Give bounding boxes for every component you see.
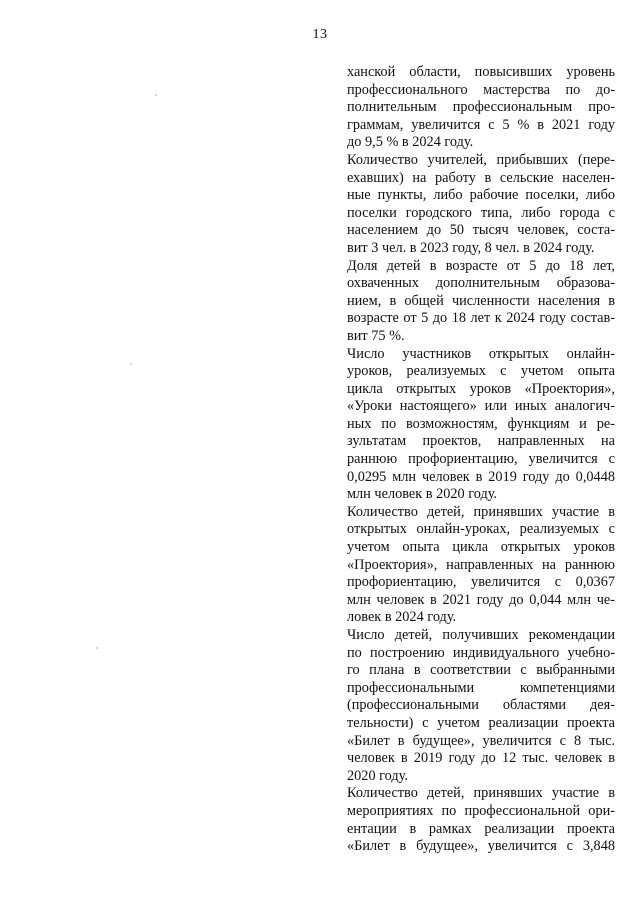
text-line: «Проектория», направленных на раннюю bbox=[347, 556, 615, 573]
text-line: зультатам проектов, направленных на bbox=[347, 433, 615, 450]
paragraph bbox=[347, 504, 615, 627]
text-line: Доля детей в возрасте от 5 до 18 лет, bbox=[347, 257, 615, 274]
scan-speck bbox=[96, 647, 98, 649]
text-line: 0,0295 млн человек в 2019 году до 0,0448 bbox=[347, 468, 615, 485]
text-line: (профессиональными областями дея- bbox=[347, 697, 615, 714]
text-line: профориентацию, увеличится с 0,0367 bbox=[347, 574, 615, 591]
text-line: граммам, увеличится с 5 % в 2021 году bbox=[347, 116, 615, 133]
text-line: учетом опыта цикла открытых уроков bbox=[347, 539, 615, 556]
text-line: млн человек в 2020 году. bbox=[347, 486, 498, 503]
paragraph bbox=[347, 258, 615, 346]
text-line: охваченных дополнительным образова- bbox=[347, 275, 615, 292]
text-line: цикла открытых уроков «Проектория», bbox=[347, 380, 615, 397]
text-line: возрасте от 5 до 18 лет к 2024 году состав- bbox=[347, 310, 615, 327]
text-line: Количество детей, принявших участие в bbox=[347, 785, 615, 802]
text-line: нием, в общей численности населения в bbox=[347, 292, 615, 309]
text-line: Количество детей, принявших участие в bbox=[347, 503, 615, 520]
text-line: уроков, реализуемых с учетом опыта bbox=[347, 363, 615, 380]
scan-speck bbox=[130, 363, 132, 365]
text-line: Число участников открытых онлайн- bbox=[347, 345, 615, 362]
text-line: по построению индивидуального учебно- bbox=[347, 644, 615, 661]
text-line: 2020 году. bbox=[347, 767, 408, 784]
text-line: раннюю профориентацию, увеличится с bbox=[347, 451, 615, 468]
text-line: го плана в соответствии с выбранными bbox=[347, 662, 615, 679]
page-number: 13 bbox=[312, 27, 328, 42]
text-line: поселки городского типа, либо города с bbox=[347, 204, 615, 221]
text-line: мероприятиях по профессиональной ори- bbox=[347, 802, 615, 819]
text-line: «Билет в будущее», увеличится с 3,848 bbox=[347, 838, 615, 855]
text-line: до 9,5 % в 2024 году. bbox=[347, 134, 474, 151]
text-column bbox=[347, 64, 615, 856]
paragraph bbox=[347, 64, 615, 152]
text-line: профессиональными компетенциями bbox=[347, 679, 615, 696]
text-line: ентации в рамках реализации проекта bbox=[347, 820, 615, 837]
text-line: населением до 50 тысяч человек, соста- bbox=[347, 222, 615, 239]
text-line: ловек в 2024 году. bbox=[347, 609, 457, 626]
paragraph bbox=[347, 346, 615, 504]
text-line: вит 3 чел. в 2023 году, 8 чел. в 2024 году. bbox=[347, 239, 595, 256]
paragraph bbox=[347, 627, 615, 785]
text-line: «Билет в будущее», увеличится с 8 тыс. bbox=[347, 732, 615, 749]
text-line: человек в 2019 году до 12 тыс. человек в bbox=[347, 750, 615, 767]
text-line: профессионального мастерства по до- bbox=[347, 81, 615, 98]
scan-speck bbox=[155, 94, 157, 96]
text-line: тельности) с учетом реализации проекта bbox=[347, 714, 615, 731]
text-line: ханской области, повысивших уровень bbox=[347, 64, 615, 80]
paragraph bbox=[347, 785, 615, 855]
text-line: «Уроки настоящего» или иных аналогич- bbox=[347, 398, 615, 415]
text-line: ные пункты, либо рабочие поселки, либо bbox=[347, 187, 615, 204]
text-line: млн человек в 2021 году до 0,044 млн че- bbox=[347, 591, 615, 608]
paragraph bbox=[347, 152, 615, 258]
text-line: полнительным профессиональным про- bbox=[347, 99, 615, 116]
text-line: ных по возможностям, функциям и ре- bbox=[347, 415, 615, 432]
text-line: ехавших) на работу в сельские населен- bbox=[347, 169, 615, 186]
text-line: вит 75 %. bbox=[347, 327, 405, 344]
text-line: Число детей, получивших рекомендации bbox=[347, 627, 615, 643]
text-line: Количество учителей, прибывших (пере- bbox=[347, 151, 615, 168]
text-line: открытых онлайн-уроках, реализуемых с bbox=[347, 521, 615, 538]
